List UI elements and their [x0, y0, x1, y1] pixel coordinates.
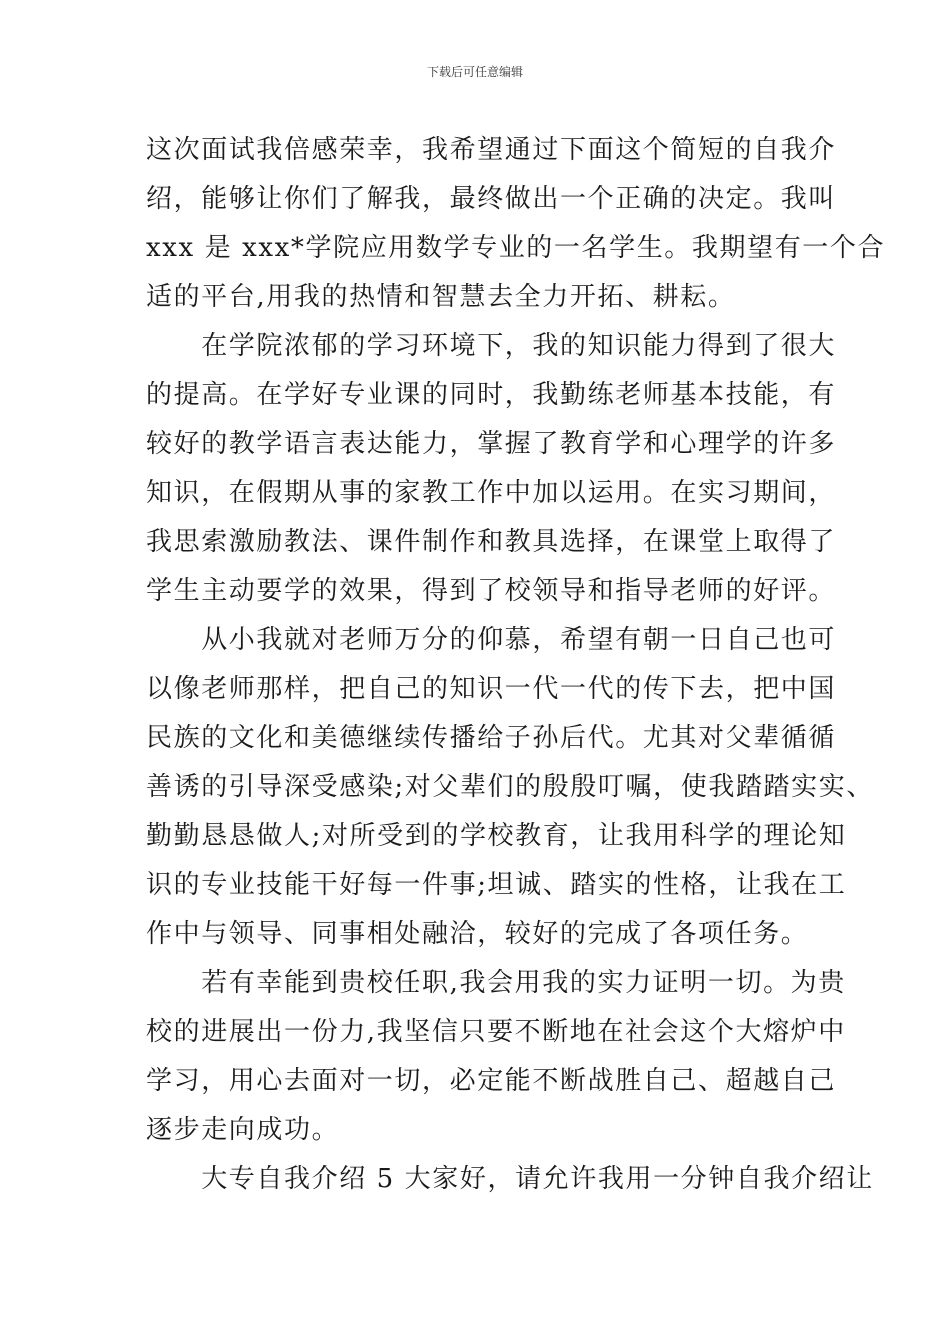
text-line: 善诱的引导深受感染;对父辈们的殷殷叮嘱，使我踏踏实实、 — [146, 772, 874, 802]
text-line: 勤勤恳恳做人;对所受到的学校教育，让我用科学的理论知 — [146, 821, 847, 851]
text-line: 作中与领导、同事相处融洽，较好的完成了各项任务。 — [146, 919, 809, 949]
text-line: 大专自我介绍 5 大家好，请允许我用一分钟自我介绍让 — [146, 1164, 874, 1194]
text-line: 这次面试我倍感荣幸，我希望通过下面这个简短的自我介 — [146, 135, 837, 165]
text-line: 绍，能够让你们了解我，最终做出一个正确的决定。我叫 — [146, 184, 837, 214]
text-line: 较好的教学语言表达能力，掌握了教育学和心理学的许多 — [146, 429, 837, 459]
text-line: 学生主动要学的效果，得到了校领导和指导老师的好评。 — [146, 576, 837, 606]
text-line: 知识，在假期从事的家教工作中加以运用。在实习期间， — [146, 478, 837, 508]
text-line: 学习，用心去面对一切，必定能不断战胜自己、超越自己 — [146, 1066, 837, 1096]
text-line: xxx 是 xxx*学院应用数学专业的一名学生。我期望有一个合 — [146, 233, 886, 263]
document-body — [146, 126, 886, 1204]
text-line: 的提高。在学好专业课的同时，我勤练老师基本技能，有 — [146, 380, 837, 410]
text-line: 我思索激励教法、课件制作和教具选择，在课堂上取得了 — [146, 527, 837, 557]
text-line: 识的专业技能干好每一件事;坦诚、踏实的性格，让我在工 — [146, 870, 847, 900]
text-line: 校的进展出一份力,我坚信只要不断地在社会这个大熔炉中 — [146, 1017, 846, 1047]
page-header: 下载后可任意编辑 — [426, 65, 523, 79]
text-line: 在学院浓郁的学习环境下，我的知识能力得到了很大 — [146, 331, 837, 361]
text-line: 以像老师那样，把自己的知识一代一代的传下去，把中国 — [146, 674, 837, 704]
text-line: 适的平台,用我的热情和智慧去全力开拓、耕耘。 — [146, 282, 736, 312]
text-line: 从小我就对老师万分的仰慕，希望有朝一日自己也可 — [146, 625, 837, 655]
text-line: 民族的文化和美德继续传播给子孙后代。尤其对父辈循循 — [146, 723, 837, 753]
text-line: 逐步走向成功。 — [146, 1115, 340, 1145]
text-line: 若有幸能到贵校任职,我会用我的实力证明一切。为贵 — [146, 968, 846, 998]
